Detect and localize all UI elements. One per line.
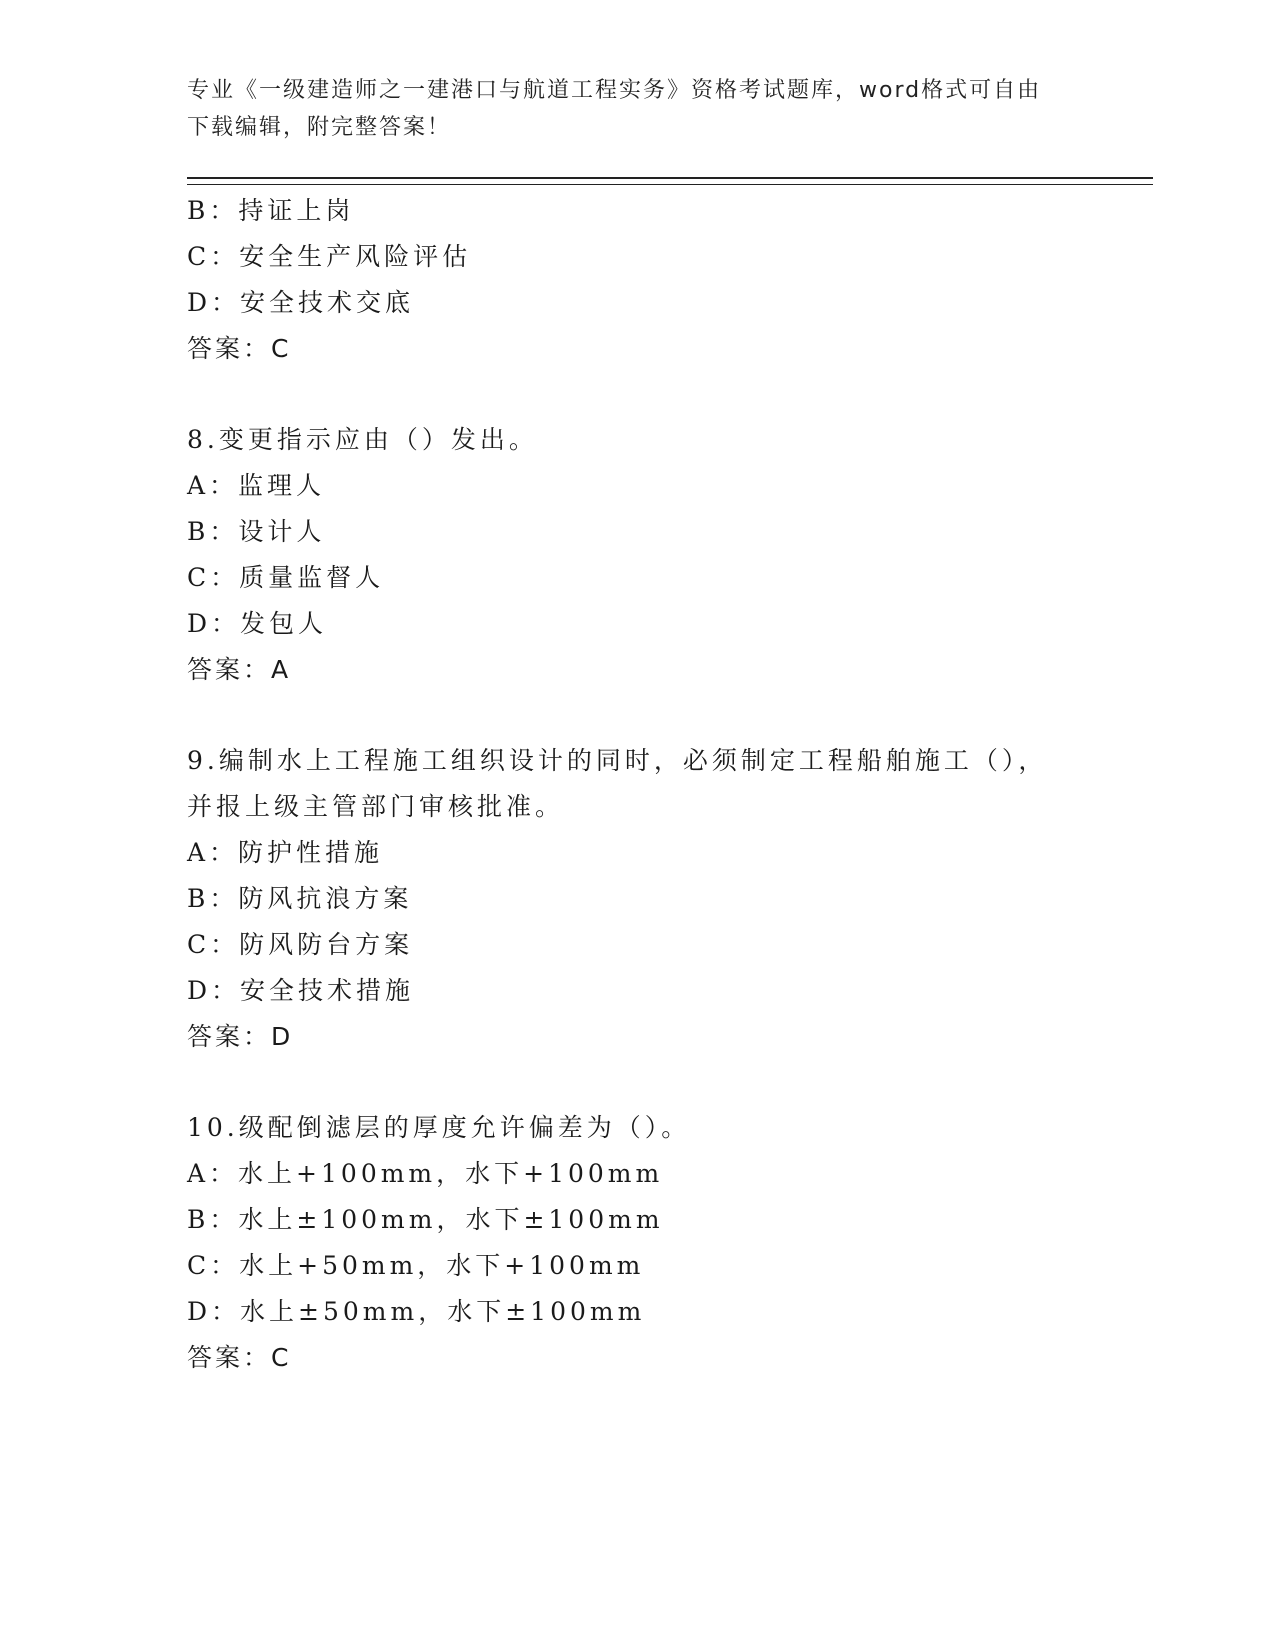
option-a: A：防护性措施 (187, 838, 384, 867)
question-7-tail (187, 188, 1153, 372)
header-line-2: 下载编辑，附完整答案！ (187, 115, 452, 140)
option-d: D：安全技术措施 (187, 976, 415, 1005)
option-d: D：水上±50mm，水下±100mm (187, 1297, 646, 1326)
answer-line: 答案：C (187, 1343, 292, 1372)
option-a: A：水上+100mm，水下+100mm (187, 1159, 664, 1188)
option-c: C：防风防台方案 (187, 930, 414, 959)
option-c: C：水上+50mm，水下+100mm (187, 1251, 645, 1280)
header-line-1: 专业《一级建造师之一建港口与航道工程实务》资格考试题库，word格式可自由 (187, 78, 1042, 103)
option-b: B：持证上岗 (187, 196, 355, 225)
question-9 (187, 738, 1153, 1060)
answer-line: 答案：C (187, 334, 292, 363)
question-stem: 8.变更指示应由（）发出。 (187, 425, 538, 454)
option-a: A：监理人 (187, 471, 326, 500)
question-stem: 10.级配倒滤层的厚度允许偏差为（）。 (187, 1113, 691, 1142)
option-d: D：发包人 (187, 609, 328, 638)
header-divider (187, 177, 1153, 185)
option-c: C：安全生产风险评估 (187, 242, 472, 271)
question-stem-line-2: 并报上级主管部门审核批准。 (187, 792, 565, 821)
question-stem-line-1: 9.编制水上工程施工组织设计的同时，必须制定工程船舶施工（）， (187, 746, 1048, 775)
option-d: D：安全技术交底 (187, 288, 415, 317)
option-b: B：防风抗浪方案 (187, 884, 413, 913)
option-b: B：设计人 (187, 517, 326, 546)
answer-line: 答案：A (187, 655, 292, 684)
option-b: B：水上±100mm，水下±100mm (187, 1205, 664, 1234)
option-c: C：质量监督人 (187, 563, 385, 592)
question-8 (187, 417, 1153, 693)
document-header (187, 72, 1087, 146)
answer-line: 答案：D (187, 1022, 294, 1051)
question-list (187, 188, 1153, 1381)
question-10 (187, 1105, 1153, 1381)
